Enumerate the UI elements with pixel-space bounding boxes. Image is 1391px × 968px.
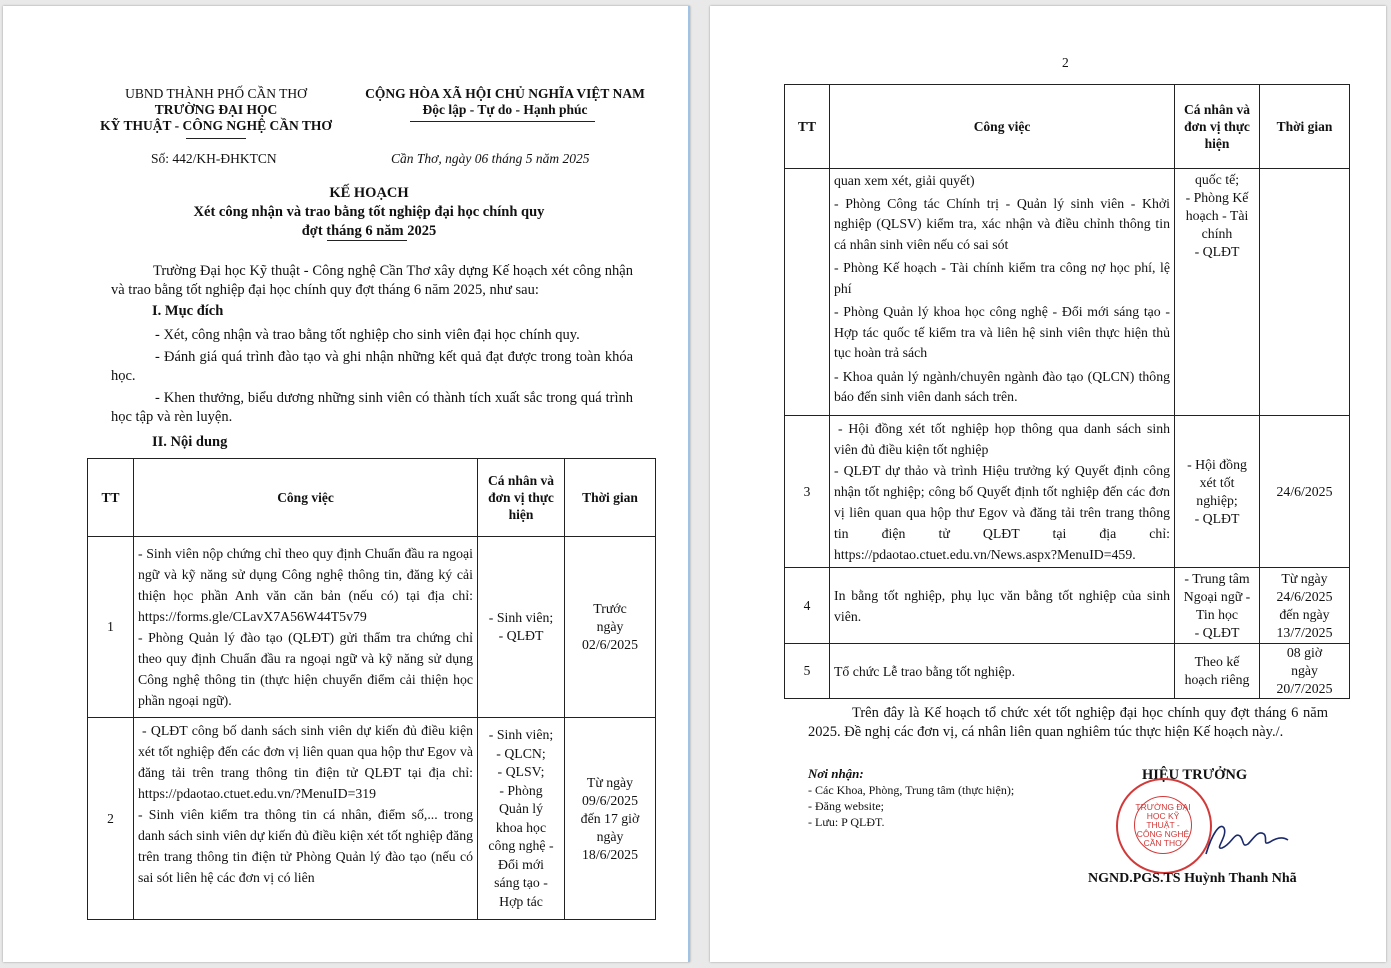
row-number: 3	[785, 416, 830, 568]
title-line-2: Xét công nhận và trao bằng tốt nghiệp đại học chính quy	[193, 204, 545, 220]
unit-line: Đổi mới	[497, 856, 544, 872]
row-time	[1260, 644, 1350, 699]
unit-line: - QLĐT	[1194, 624, 1240, 640]
row-work	[830, 169, 1175, 416]
unit-line: Quản lý	[498, 801, 544, 816]
unit-line: Hợp tác	[499, 893, 543, 909]
row-unit	[478, 537, 565, 718]
purpose-item: - Xét, công nhận và trao bằng tốt nghiệp cho sinh viên đại học chính quy.	[155, 327, 580, 343]
table-header-row	[88, 459, 656, 537]
official-seal	[1116, 778, 1212, 874]
header-unit: Cá nhân và đơn vị thực hiện	[1175, 85, 1260, 169]
row-time	[565, 537, 656, 718]
table-row	[88, 718, 656, 920]
time-line: 09/6/2025	[582, 792, 638, 808]
time-line: 02/6/2025	[582, 637, 638, 652]
time-line: đến 17 giờ	[580, 810, 640, 826]
header-work: Công việc	[830, 85, 1175, 169]
title-line-3: đợt tháng 6 năm 2025	[301, 223, 437, 239]
agency-line-2: TRƯỜNG ĐẠI HỌC	[154, 102, 278, 117]
time-line: 08 giờ	[1286, 645, 1323, 660]
time-line: Từ ngày	[586, 774, 634, 790]
table-row	[785, 644, 1350, 699]
agency-underline	[186, 138, 246, 139]
document-page-2	[710, 6, 1386, 962]
row-time	[1260, 568, 1350, 644]
unit-line: Ngoại ngữ -	[1183, 588, 1251, 604]
row-number: 1	[88, 537, 134, 718]
unit-line: quốc tế;	[1194, 172, 1240, 187]
unit-line: - QLĐT	[1194, 510, 1240, 526]
header-time: Thời gian	[565, 459, 656, 537]
national-line-1: CỘNG HÒA XÃ HỘI CHỦ NGHĨA VIỆT NAM	[365, 86, 645, 101]
table-row	[88, 537, 656, 718]
agency-header	[91, 86, 341, 134]
work-item: In bằng tốt nghiệp, phụ lục văn bằng tốt nghiệp của sinh viên.	[834, 587, 1170, 624]
work-item: - Khoa quản lý ngành/chuyên ngành đào tạo (QLCN) thông báo đến sinh viên danh sách trên.	[834, 368, 1170, 404]
table-row	[785, 416, 1350, 568]
time-line: Từ ngày	[1281, 570, 1328, 586]
signature-mark	[1202, 814, 1292, 864]
time-line: 18/6/2025	[582, 846, 638, 862]
work-item: - Sinh viên kiểm tra thông tin cá nhân, điểm số,... trong danh sách sinh viên dự kiến đủ điều kiện xét tốt nghiệp đăng trên trang thông tin điện tử Phòng Quản lý đào tạo (nếu có sai sót liên hệ các đơn vị có liên	[138, 807, 473, 885]
unit-line: hoạch - Tài	[1185, 208, 1249, 223]
plan-table-page-2	[784, 84, 1350, 699]
row-unit	[1175, 644, 1260, 699]
section-2-heading: II. Nội dung	[152, 434, 228, 450]
recipients-block	[808, 766, 1014, 830]
recipient-item: - Lưu: P QLĐT.	[808, 815, 885, 829]
work-item: - Sinh viên nộp chứng chỉ theo quy định Chuẩn đầu ra ngoại ngữ và kỹ năng sử dụng Công nghệ thông tin, đăng ký cải thiện học phần Anh văn căn bản (nếu có) tại địa chỉ: https://forms.gle/CLavX7A56W44T5v79	[138, 546, 473, 624]
unit-line: - Trung tâm	[1184, 570, 1250, 586]
row-unit	[1175, 169, 1260, 416]
work-item: - Phòng Quản lý khoa học công nghệ - Đổi mới sáng tạo - Hợp tác quốc tế kiểm tra và liên hệ sinh viên thực hiện thủ tục hoàn trả sách	[834, 304, 1170, 360]
time-line: 24/6/2025	[1276, 588, 1333, 604]
recipient-item: - Các Khoa, Phòng, Trung tâm (thực hiện);	[808, 783, 1015, 797]
work-item: - QLĐT dự thảo và trình Hiệu trưởng ký Quyết định công nhận tốt nghiệp; công bố Quyết định tốt nghiệp đến các đơn vị liên quan qua hộp thư Egov và đăng tải trên trang thông tin điện tử QLĐT tại địa chỉ: https://pdaotao.ctuet.edu.vn/News.aspx?MenuID=459.	[834, 463, 1170, 562]
motto-underline	[410, 121, 595, 122]
national-line-2: Độc lập - Tự do - Hạnh phúc	[422, 102, 588, 117]
title-underline	[327, 240, 407, 241]
header-unit: Cá nhân và đơn vị thực hiện	[478, 459, 565, 537]
national-header	[355, 86, 655, 118]
unit-line: chính	[1201, 226, 1233, 241]
unit-line: - Hội đồng	[1187, 456, 1247, 472]
row-work	[830, 644, 1175, 699]
unit-line: - Sinh viên;	[488, 727, 554, 742]
title-line-1: KẾ HOẠCH	[329, 185, 409, 201]
unit-line: sáng tạo -	[494, 875, 548, 890]
time-line: 13/7/2025	[1276, 624, 1333, 640]
time-line: ngày	[596, 619, 624, 634]
work-item: Tổ chức Lễ trao bằng tốt nghiệp.	[834, 663, 1016, 679]
section-1-heading: I. Mục đích	[152, 303, 224, 319]
table-header-row	[785, 85, 1350, 169]
work-item: - QLĐT công bố danh sách sinh viên dự kiến đủ điều kiện xét tốt nghiệp đến các đơn vị liên quan qua hộp thư Egov và đăng tải trên trang thông tin điện tử QLĐT tại địa chỉ: https://pdaotao.ctuet.edu.vn/?MenuID=319	[138, 723, 473, 801]
row-work	[134, 718, 478, 920]
document-title	[63, 184, 675, 241]
unit-line: - Phòng	[499, 782, 543, 798]
unit-line: - Sinh viên;	[488, 610, 554, 625]
row-unit	[1175, 416, 1260, 568]
row-time	[565, 718, 656, 920]
unit-line: xét tốt	[1199, 474, 1235, 490]
row-number: 4	[785, 568, 830, 644]
purpose-item: - Đánh giá quá trình đào tạo và ghi nhận những kết quả đạt được trong toàn khóa học.	[111, 349, 633, 384]
header-tt: TT	[785, 85, 830, 169]
purpose-list	[111, 326, 633, 427]
time-line: Trước	[593, 601, 627, 616]
unit-line: hoạch riêng	[1184, 672, 1250, 687]
document-page-1	[3, 6, 690, 962]
page-number: 2	[1062, 55, 1069, 70]
signer-name: NGND.PGS.TS Huỳnh Thanh Nhã	[1088, 871, 1297, 886]
unit-line: - QLĐT	[498, 628, 544, 643]
row-number	[785, 169, 830, 416]
work-item: - Phòng Kế hoạch - Tài chính kiểm tra công nợ học phí, lệ phí	[834, 260, 1170, 296]
work-item: quan xem xét, giải quyết)	[834, 173, 975, 188]
closing-paragraph: Trên đây là Kế hoạch tổ chức xét tốt nghiệp đại học chính quy đợt tháng 6 năm 2025. Đề nghị các đơn vị, cá nhân liên quan nghiêm túc thực hiện Kế hoạch này./.	[808, 705, 1328, 740]
unit-line: Theo kế	[1194, 654, 1240, 669]
seal-text: TRƯỜNG ĐẠI HỌC KỸ THUẬT - CÔNG NGHỆ CẦN THƠ	[1134, 796, 1192, 854]
unit-line: khoa học	[495, 819, 547, 835]
time-line: đến ngày	[1279, 606, 1330, 622]
purpose-item: - Khen thưởng, biểu dương những sinh viên có thành tích xuất sắc trong quá trình học tập và rèn luyện.	[111, 390, 633, 425]
header-time: Thời gian	[1260, 85, 1350, 169]
unit-line: nghiệp;	[1196, 492, 1238, 508]
unit-line: - QLCN;	[496, 745, 546, 761]
row-unit	[1175, 568, 1260, 644]
row-work	[830, 416, 1175, 568]
row-time	[1260, 169, 1350, 416]
recipients-heading: Nơi nhận:	[808, 766, 864, 781]
work-item: - Phòng Công tác Chính trị - Quản lý sinh viên - Khởi nghiệp (QLSV) kiểm tra, xác nhận và điều chỉnh thông tin cá nhân sinh viên nếu có sai sót	[834, 195, 1170, 252]
time-line: ngày	[1291, 663, 1318, 678]
unit-line: - QLĐT	[1194, 244, 1240, 259]
header-work: Công việc	[134, 459, 478, 537]
time-line: 24/6/2025	[1276, 483, 1333, 499]
agency-line-1: UBND THÀNH PHỐ CẦN THƠ	[125, 86, 307, 101]
plan-table-page-1	[87, 458, 656, 920]
work-item: - Hội đồng xét tốt nghiệp họp thông qua danh sách sinh viên đủ điều kiện tốt nghiệp	[834, 421, 1170, 457]
row-work	[830, 568, 1175, 644]
unit-line: - QLSV;	[497, 764, 545, 779]
recipient-item: - Đăng website;	[808, 799, 884, 813]
row-work	[134, 537, 478, 718]
time-line: 20/7/2025	[1276, 681, 1333, 696]
row-number: 5	[785, 644, 830, 699]
unit-line: công nghệ -	[488, 838, 554, 853]
document-number: Số: 442/KH-ĐHKTCN	[151, 151, 277, 166]
row-number: 2	[88, 718, 134, 920]
signer-title: HIỆU TRƯỞNG	[1142, 767, 1248, 783]
table-row	[785, 169, 1350, 416]
header-tt: TT	[88, 459, 134, 537]
work-item: - Phòng Quản lý đào tạo (QLĐT) gửi thẩm tra chứng chỉ theo quy định Chuẩn đầu ra ngoại ngữ và kỹ năng sử dụng Công nghệ thông tin (thực hiện chuyển điểm cải thiện học phần ngoại ngữ).	[138, 630, 473, 708]
document-date: Cần Thơ, ngày 06 tháng 5 năm 2025	[391, 151, 590, 166]
time-line: ngày	[596, 828, 624, 844]
row-time	[1260, 416, 1350, 568]
unit-line: - Phòng Kế	[1185, 190, 1249, 205]
table-row	[785, 568, 1350, 644]
row-unit	[478, 718, 565, 920]
intro-paragraph: Trường Đại học Kỹ thuật - Công nghệ Cần Thơ xây dựng Kế hoạch xét công nhận và trao bằng tốt nghiệp đại học chính quy đợt tháng 6 năm 2025, như sau:	[111, 263, 633, 298]
agency-line-3: KỸ THUẬT - CÔNG NGHỆ CẦN THƠ	[100, 118, 332, 133]
unit-line: Tin học	[1195, 606, 1239, 622]
